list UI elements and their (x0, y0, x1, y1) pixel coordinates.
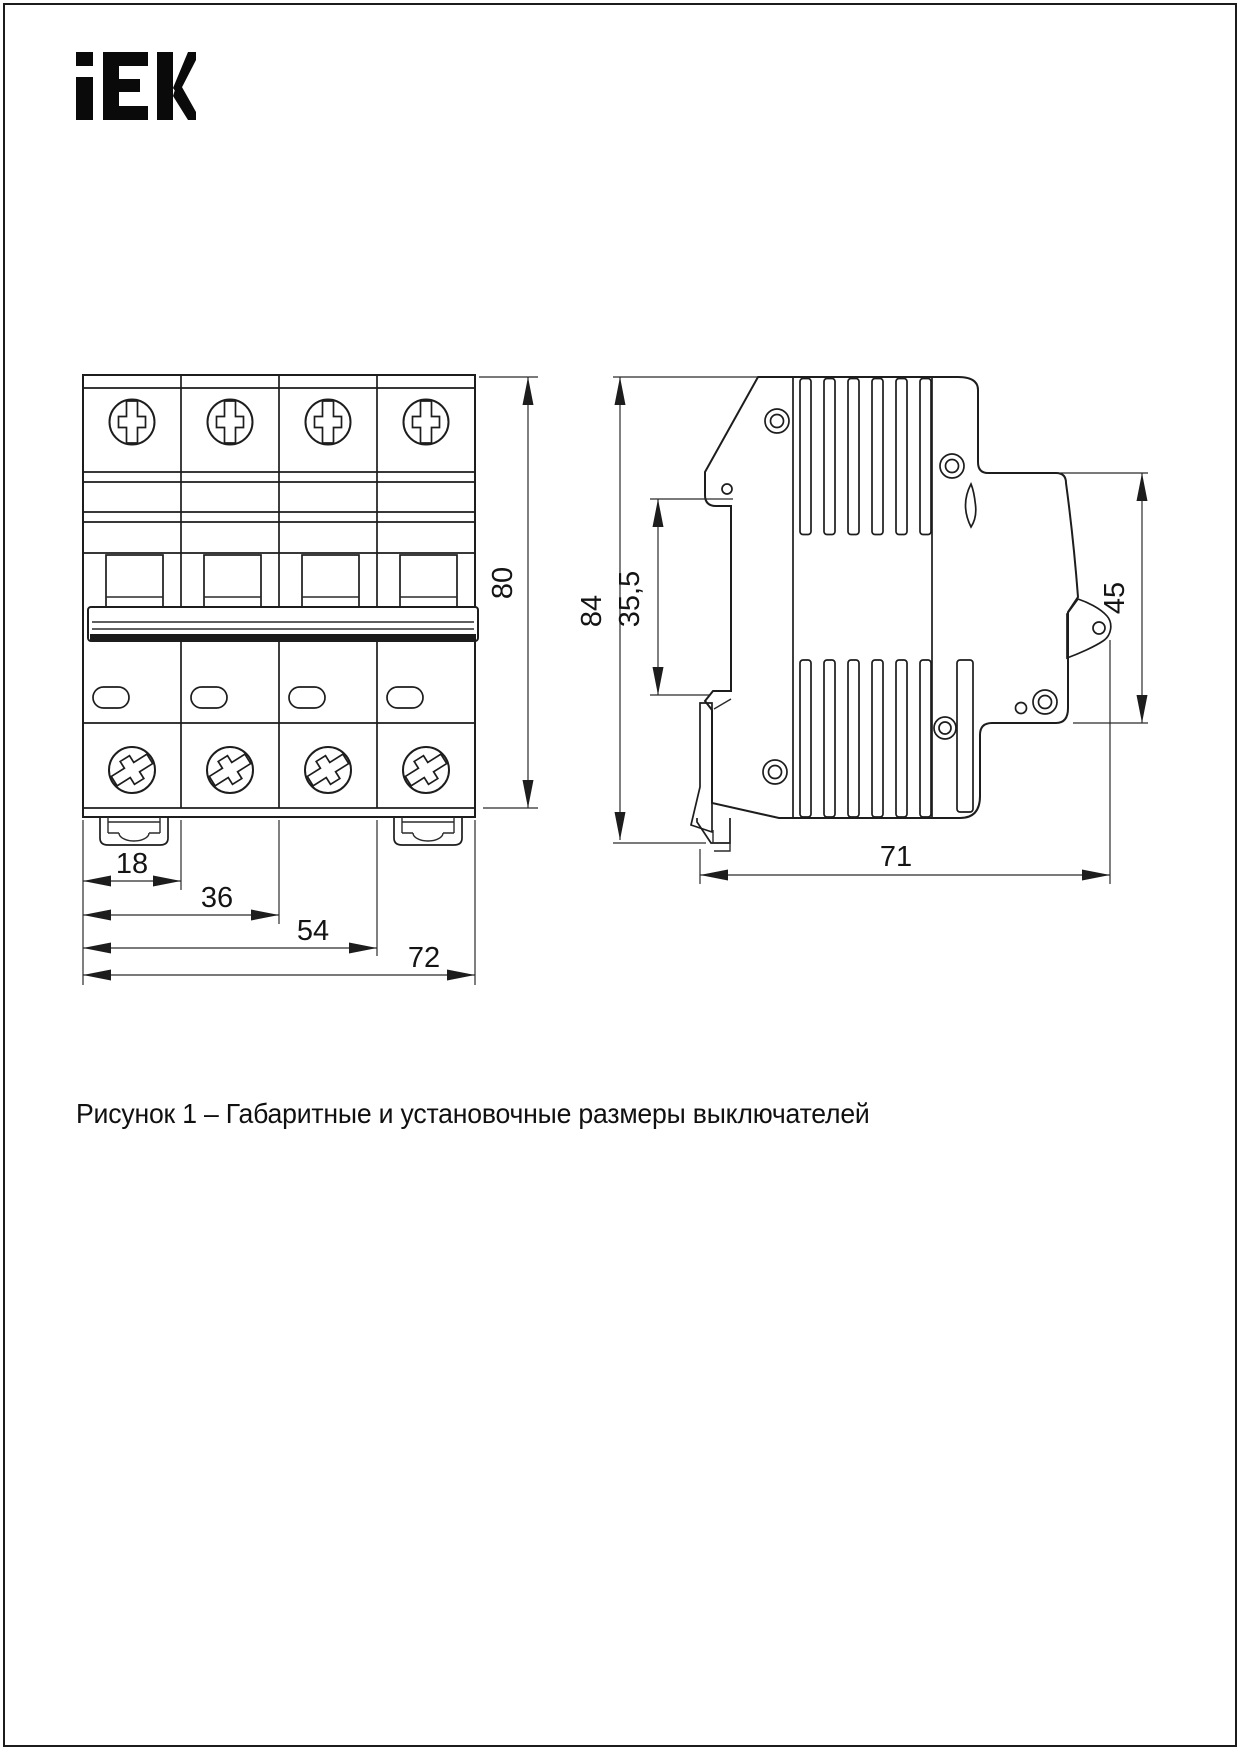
front-view (83, 375, 538, 985)
din-clip (394, 817, 462, 845)
phillips-screw-icon (208, 400, 253, 445)
dim-label-84: 84 (576, 594, 608, 628)
phillips-screw-icon (306, 400, 351, 445)
phillips-screw-icon (303, 747, 353, 793)
phillips-screw-icon (107, 747, 157, 793)
phillips-screw-icon (110, 400, 155, 445)
phillips-screw-icon (401, 747, 451, 793)
sealing-hole (1093, 622, 1105, 634)
dim-label-71: 71 (879, 841, 913, 873)
din-rail-clips-front (100, 817, 462, 845)
phillips-screw-icon (205, 747, 255, 793)
dim-label-36: 36 (200, 882, 234, 914)
din-clip (100, 817, 168, 845)
side-view (576, 377, 1148, 884)
tie-bar (88, 607, 478, 641)
phillips-screw-icon (404, 400, 449, 445)
dim-label-18: 18 (115, 848, 149, 880)
dim-label-35-5: 35,5 (614, 570, 646, 628)
dim-label-72: 72 (407, 942, 441, 974)
figure-caption: Рисунок 1 – Габаритные и установочные размеры выключателей (76, 1098, 870, 1129)
dim-label-80: 80 (487, 566, 519, 600)
dim-label-54: 54 (296, 915, 330, 947)
dim-label-45: 45 (1099, 581, 1131, 615)
breaker-side-body (705, 377, 1078, 818)
